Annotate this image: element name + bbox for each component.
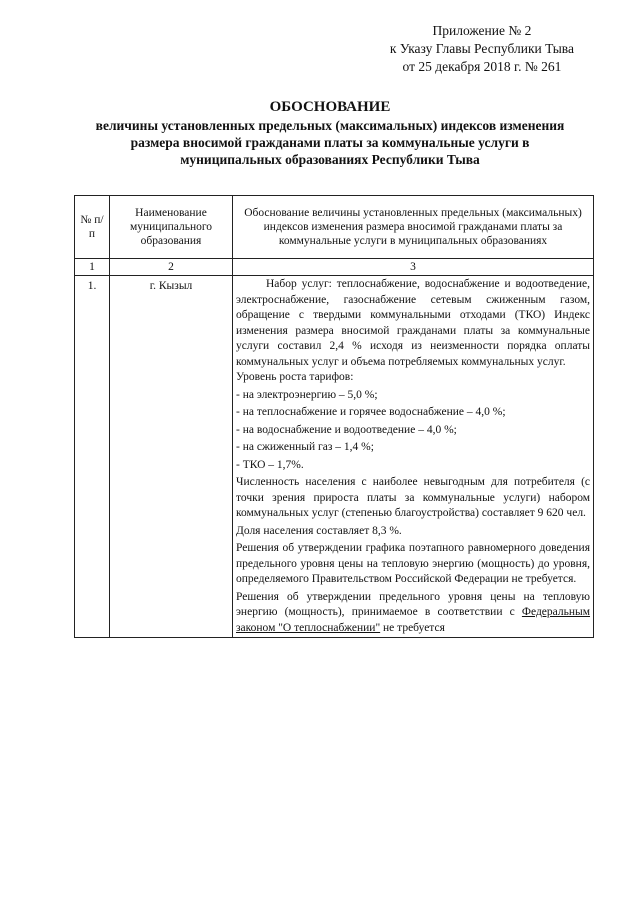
col-number-2: 2 (110, 259, 233, 276)
decision-schedule-paragraph: Решения об утверждении графика поэтапного равномерного доведения предельного уровня цены на тепловую энергию (мощность) до уровня, определяемого Правительством Российской Федерации не требуется. (236, 542, 590, 585)
federal-law-link[interactable]: Федеральным законом "О теплоснабжении" (236, 606, 591, 634)
title-main: ОБОСНОВАНИЕ (269, 99, 391, 115)
decision-price-text: Решения об утверждении предельного уровня цены на тепловую энергию (мощность), принимаемое в соответствии с (236, 590, 590, 618)
justification-table (74, 195, 594, 638)
services-paragraph: Набор услуг: теплоснабжение, водоснабжение и водоотведение, электроснабжение, газоснабжение сетевым сжиженным газом, обращение с твердыми коммунальными отходами (ТКО) Индекс изменения размера вносимой гражданами платы за коммунальные услуги составил 2,4 % исходя из неизменности порядка оплаты коммунальных услуг и объема потребляемых коммунальных услуг. (236, 278, 590, 368)
tariff-water: - на водоснабжение и водоотведение – 4,0 %; (236, 423, 457, 436)
tariff-title: Уровень роста тарифов: (236, 371, 354, 383)
decision-price-paragraph (236, 590, 590, 637)
table-row (75, 276, 594, 638)
title-line-2: размера вносимой гражданами платы за коммунальные услуги в (130, 135, 530, 150)
col-number-1: 1 (75, 259, 110, 276)
title-line-3: муниципальных образованиях Республики Тыва (180, 152, 480, 167)
appendix-date: от 25 декабря 2018 г. № 261 (402, 59, 562, 74)
decision-price-end: не требуется (380, 621, 445, 634)
row-basis (233, 276, 594, 638)
tariff-electricity: - на электроэнергию – 5,0 %; (236, 388, 378, 401)
appendix-header (390, 22, 574, 76)
row-num: 1. (75, 276, 110, 638)
tariff-gas: - на сжиженный газ – 1,4 %; (236, 441, 374, 453)
population-paragraph: Численность населения с наиболее невыгодным для потребителя (с точки зрения прироста платы за коммунальные услуги) набором коммунальных услуг (степенью благоустройства) составляет 9 620 чел. (236, 476, 590, 519)
appendix-decree: к Указу Главы Республики Тыва (389, 41, 574, 56)
table-header-row (75, 196, 594, 259)
document-title (40, 98, 620, 168)
row-municipality: г. Кызыл (110, 276, 233, 638)
appendix-number: Приложение № 2 (432, 23, 532, 38)
tariff-waste: - ТКО – 1,7%. (236, 458, 304, 471)
title-line-1: величины установленных предельных (максимальных) индексов изменения (95, 118, 565, 133)
col-number-3: 3 (233, 259, 594, 276)
header-num: № п/п (75, 196, 110, 259)
tariff-heat: - на теплоснабжение и горячее водоснабжение – 4,0 %; (236, 406, 506, 418)
header-municipality: Наименование муниципального образования (110, 196, 233, 259)
header-basis: Обоснование величины установленных предельных (максимальных) индексов изменения размера вносимой гражданами платы за коммунальные услуги в муниципальных образованиях (233, 196, 594, 259)
share-paragraph: Доля населения составляет 8,3 %. (236, 524, 402, 537)
column-number-row (75, 259, 594, 276)
